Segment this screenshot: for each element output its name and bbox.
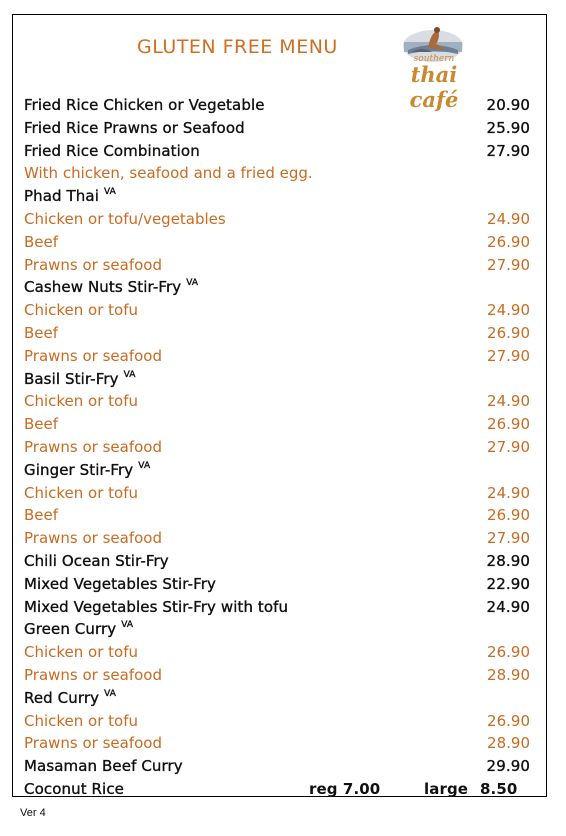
- menu-option-row: [24, 641, 534, 664]
- option-name: [24, 641, 138, 664]
- item-price: 25.90: [486, 118, 530, 137]
- item-price: 28.90: [487, 734, 530, 753]
- item-label: Beef: [24, 506, 59, 525]
- item-price: 24.90: [487, 392, 530, 411]
- item-price: 28.90: [486, 551, 530, 570]
- item-label: Masaman Beef Curry: [24, 757, 183, 776]
- menu-dish-row: [24, 596, 534, 619]
- menu-dish-row: [24, 368, 534, 391]
- menu-option-row: [24, 732, 534, 755]
- item-label: Fried Rice Combination: [24, 141, 200, 160]
- item-price: 24.90: [486, 597, 530, 616]
- item-price: 24.90: [487, 209, 530, 228]
- menu-option-row: [24, 710, 534, 733]
- item-price: 26.90: [487, 711, 530, 730]
- menu-option-row: [24, 208, 534, 231]
- item-price: 24.90: [487, 301, 530, 320]
- logo-big-text: thai café: [409, 62, 459, 112]
- menu-dish-row: [24, 687, 534, 710]
- item-price: 26.90: [487, 506, 530, 525]
- vegan-available-badge: VA: [121, 620, 134, 631]
- menu-dish-row: [24, 276, 534, 299]
- item-price: 27.90: [487, 437, 530, 456]
- item-price: 27.90: [487, 255, 530, 274]
- menu-dish-row: [24, 550, 534, 573]
- item-label: Green Curry: [24, 620, 117, 639]
- menu-dish-row: [24, 140, 534, 163]
- menu-dish-row: [24, 94, 534, 117]
- item-price: 27.90: [487, 529, 530, 548]
- menu-option-row: [24, 254, 534, 277]
- menu-option-row: [24, 231, 534, 254]
- item-label: Chili Ocean Stir-Fry: [24, 551, 169, 570]
- item-price: 28.90: [487, 665, 530, 684]
- dish-name: [24, 755, 183, 778]
- item-price: 26.90: [487, 415, 530, 434]
- menu-option-row: [24, 527, 534, 550]
- menu-option-row: [24, 299, 534, 322]
- item-price: 27.90: [486, 141, 530, 160]
- item-price: 24.90: [487, 483, 530, 502]
- item-label: Chicken or tofu: [24, 483, 139, 502]
- item-label: Ginger Stir-Fry: [24, 460, 134, 479]
- item-price: 26.90: [487, 643, 530, 662]
- dish-name: [24, 94, 265, 117]
- item-label: Cashew Nuts Stir-Fry: [24, 278, 182, 297]
- option-name: [24, 345, 162, 368]
- thai-cafe-logo: [388, 18, 480, 112]
- item-label: Prawns or seafood: [24, 529, 163, 548]
- item-label: Prawns or seafood: [24, 665, 163, 684]
- item-label: Fried Rice Chicken or Vegetable: [24, 96, 265, 114]
- menu-option-row: [24, 436, 534, 459]
- version-label: Ver 4: [20, 807, 46, 819]
- option-name: [24, 254, 162, 277]
- menu-title: GLUTEN FREE MENU: [137, 36, 338, 58]
- menu-option-row: [24, 322, 534, 345]
- item-label: Prawns or seafood: [24, 734, 163, 753]
- menu-option-row: [24, 345, 534, 368]
- option-name: [24, 299, 138, 322]
- menu-dish-row: [24, 573, 534, 596]
- coconut-rice-large-price: 8.50: [480, 779, 518, 798]
- vegan-available-badge: VA: [104, 688, 117, 699]
- item-label: Beef: [24, 415, 59, 434]
- option-name: [24, 527, 162, 550]
- item-label: Fried Rice Prawns or Seafood: [24, 118, 245, 137]
- menu-option-row: [24, 504, 534, 527]
- item-price: 20.90: [486, 96, 530, 114]
- item-price: 29.90: [486, 757, 530, 776]
- option-name: [24, 504, 58, 527]
- item-price: 22.90: [486, 574, 530, 593]
- vegan-available-badge: VA: [123, 369, 136, 380]
- vegan-available-badge: VA: [103, 187, 116, 198]
- menu-option-row: [24, 482, 534, 505]
- menu-dish-row: [24, 117, 534, 140]
- dish-name: [24, 596, 288, 619]
- item-label: Chicken or tofu: [24, 643, 139, 662]
- item-label: Mixed Vegetables Stir-Fry with tofu: [24, 597, 289, 616]
- option-name: [24, 231, 58, 254]
- item-label: Mixed Vegetables Stir-Fry: [24, 574, 216, 593]
- option-name: [24, 322, 58, 345]
- coconut-rice-row: [24, 778, 534, 801]
- dish-name: [24, 140, 200, 163]
- item-label: Basil Stir-Fry: [24, 369, 119, 388]
- menu-option-row: [24, 413, 534, 436]
- item-label: Prawns or seafood: [24, 346, 163, 365]
- item-label: Prawns or seafood: [24, 437, 163, 456]
- item-label: Beef: [24, 232, 59, 251]
- menu-items: [24, 94, 534, 801]
- menu-option-row: [24, 390, 534, 413]
- option-name: [24, 413, 58, 436]
- option-name: [24, 664, 162, 687]
- option-name: [24, 390, 138, 413]
- option-name: [24, 208, 226, 231]
- menu-option-row: [24, 162, 534, 185]
- option-name: [24, 162, 313, 185]
- coconut-rice-large-label: large: [424, 779, 469, 798]
- item-label: Phad Thai: [24, 187, 99, 206]
- coconut-rice-regular-price: reg 7.00: [309, 779, 381, 798]
- dish-name: [24, 573, 216, 596]
- item-price: 26.90: [487, 323, 530, 342]
- option-name: [24, 482, 138, 505]
- option-name: [24, 710, 138, 733]
- item-label: Chicken or tofu: [24, 392, 139, 411]
- menu-option-row: [24, 664, 534, 687]
- vegan-available-badge: VA: [138, 460, 151, 471]
- logo-small-text: southern: [413, 54, 455, 64]
- menu-dish-row: [24, 618, 534, 641]
- item-label: Chicken or tofu: [24, 711, 139, 730]
- option-name: [24, 732, 162, 755]
- item-label: Chicken or tofu/vegetables: [24, 209, 226, 228]
- item-price: 27.90: [487, 346, 530, 365]
- item-price: 26.90: [487, 232, 530, 251]
- item-label: Red Curry: [24, 688, 100, 707]
- dish-name: [24, 550, 169, 573]
- item-label: With chicken, seafood and a fried egg.: [24, 164, 313, 183]
- option-name: [24, 436, 162, 459]
- item-label: Chicken or tofu: [24, 301, 139, 320]
- dish-name: [24, 117, 245, 140]
- item-label: Prawns or seafood: [24, 255, 163, 274]
- item-label: Beef: [24, 323, 59, 342]
- menu-dish-row: [24, 755, 534, 778]
- vegan-available-badge: VA: [186, 278, 199, 289]
- menu-dish-row: [24, 459, 534, 482]
- menu-dish-row: [24, 185, 534, 208]
- coconut-rice-name: Coconut Rice: [24, 779, 125, 798]
